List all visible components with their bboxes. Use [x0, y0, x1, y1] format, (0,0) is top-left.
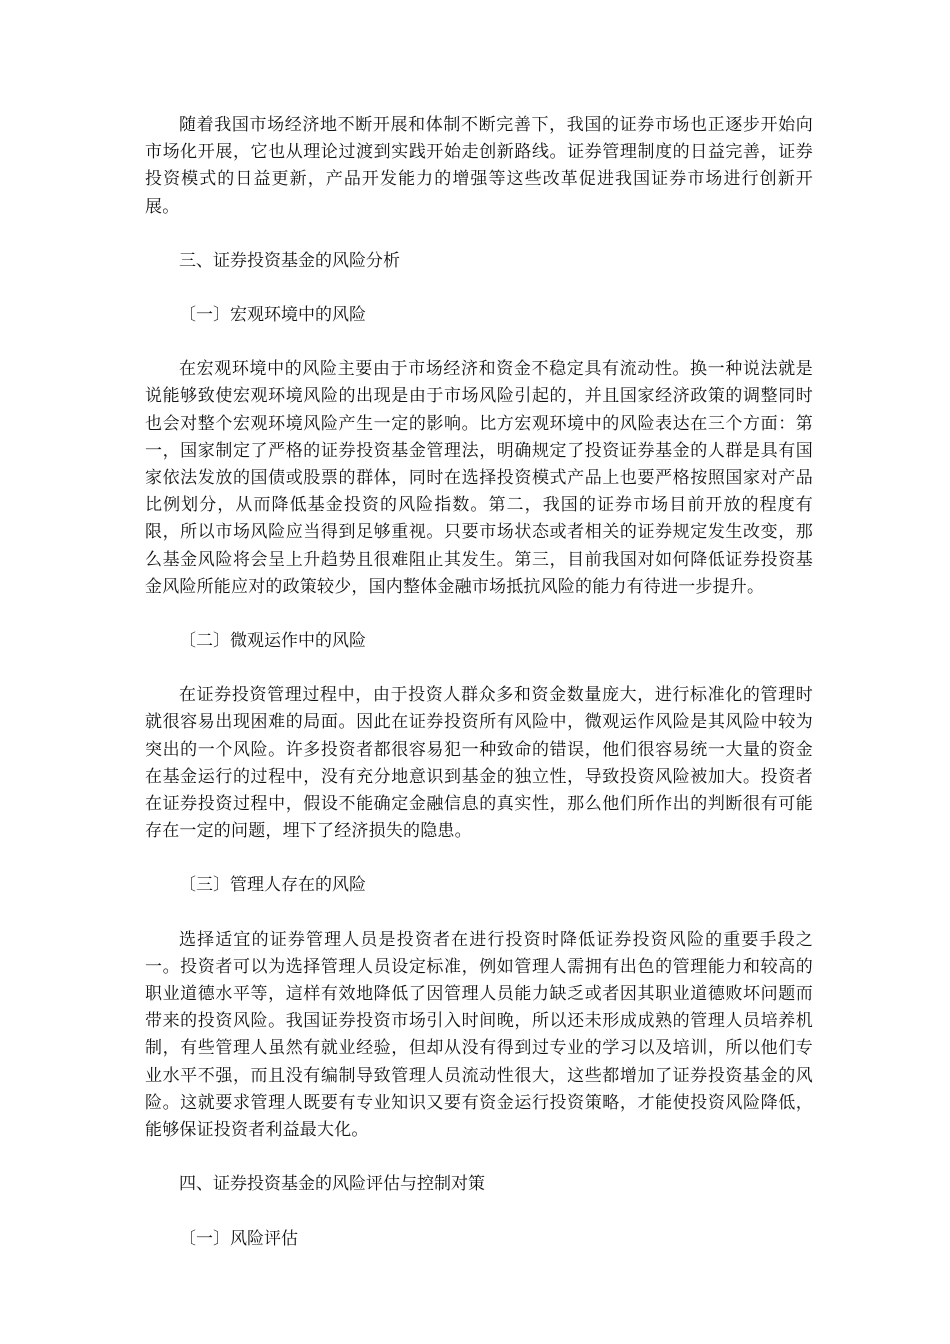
document-page [145, 112, 813, 1253]
subsection-heading-micro-risk: 〔二〕微观运作中的风险 [179, 631, 366, 652]
paragraph-micro-risk: 在证券投资管理过程中，由于投资人群众多和资金数量庞大，进行标准化的管理时就很容易出现困难的局面。因此在证券投资所有风险中，微观运作风险是其风险中较为突出的一个风险。许多投资者都很容易犯一种致命的错误，他们很容易统一大量的资金在基金运行的过程中，没有充分地意识到基金的独立性，导致投资风险被加大。投资者在证券投资过程中，假设不能确定金融信息的真实性，那么他们所作出的判断很有可能存在一定的问题，埋下了经济损失的隐患。 [145, 685, 813, 842]
subsection-heading-manager-risk: 〔三〕管理人存在的风险 [179, 875, 366, 896]
subsection-heading-macro-risk: 〔一〕宏观环境中的风险 [179, 305, 366, 326]
section-heading-risk-analysis: 三、证券投资基金的风险分析 [179, 250, 400, 271]
paragraph-manager-risk: 选择适宜的证券管理人员是投资者在进行投资时降低证券投资风险的重要手段之一。投资者可以为选择管理人员设定标准，例如管理人需拥有出色的管理能力和较高的职业道德水平等，這样有效地降低了因管理人员能力缺乏或者因其职业道德败坏问题而带来的投资风险。我国证券投资市场引入时间晚，所以还未形成成熟的管理人员培养机制，有些管理人虽然有就业经验，但却从没有得到过专业的学习以及培训，所以他们专业水平不强，而且没有编制导致管理人员流动性很大，这些都增加了证券投资基金的风险。这就要求管理人既要有专业知识又要有资金运行投资策略，才能使投资风险降低，能够保证投资者利益最大化。 [145, 929, 813, 1141]
subsection-heading-risk-evaluation: 〔一〕风险评估 [179, 1228, 298, 1249]
paragraph-macro-risk: 在宏观环境中的风险主要由于市场经济和资金不稳定具有流动性。换一种说法就是说能够致使宏观环境风险的出现是由于市场风险引起的，并且国家经济政策的调整同时也会对整个宏观环境风险产生一定的影响。比方宏观环境中的风险表达在三个方面：第一，国家制定了严格的证券投资基金管理法，明确规定了投资证券基金的人群是具有国家依法发放的国债或股票的群体，同时在选择投资模式产品上也要严格按照国家对产品比例划分，从而降低基金投资的风险指数。第二，我国的证券市场目前开放的程度有限，所以市场风险应当得到足够重视。只要市场状态或者相关的证券规定发生改变，那么基金风险将会呈上升趋势且很难阻止其发生。第三，目前我国对如何降低证券投资基金风险所能应对的政策较少，国内整体金融市场抵抗风险的能力有待进一步提升。 [145, 359, 813, 597]
paragraph-market-innovation: 随着我国市场经济地不断开展和体制不断完善下，我国的证券市场也正逐步开始向市场化开展，它也从理论过渡到实践开始走创新路线。证券管理制度的日益完善，证券投资模式的日益更新，产品开发能力的增强等这些改革促进我国证券市场进行创新开展。 [145, 115, 813, 217]
section-heading-risk-evaluation-control: 四、证券投资基金的风险评估与控制对策 [179, 1174, 485, 1195]
